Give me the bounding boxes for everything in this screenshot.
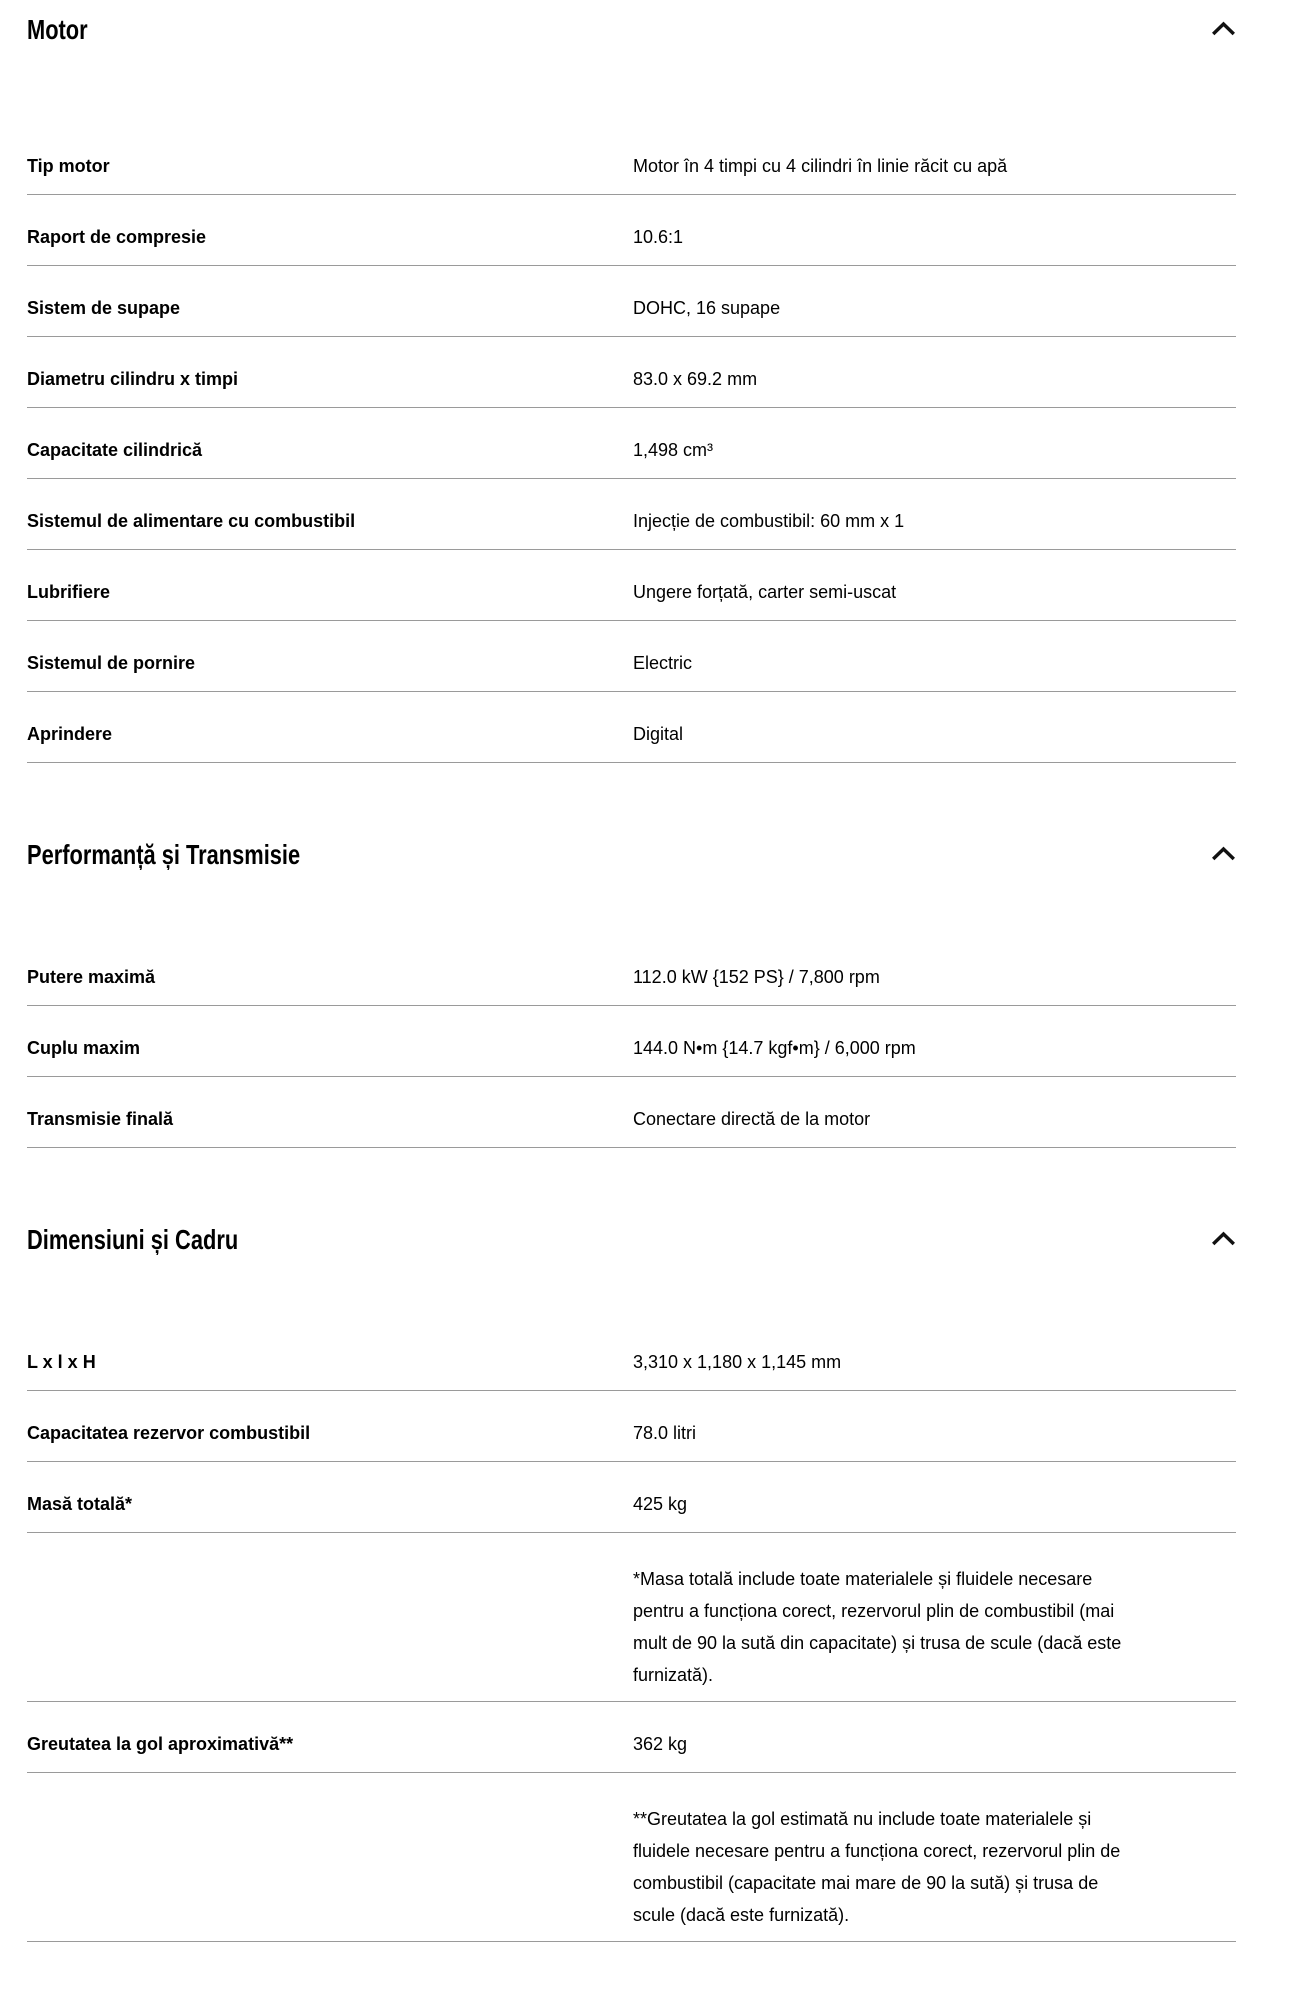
spec-label: L x l x H xyxy=(27,1352,96,1372)
spec-sections xyxy=(27,0,1236,1942)
spec-label: Greutatea la gol aproximativă** xyxy=(27,1734,294,1754)
spec-label: Lubrifiere xyxy=(27,582,111,602)
section-header[interactable] xyxy=(27,1224,1236,1256)
chevron-up-icon xyxy=(1211,21,1236,36)
spec-note: *Masa totală include toate materialele și fluidele necesare pentru a funcționa corect, rezervorul plin de combustibil (mai mult de 90 la sută din capacitate) și trusa de scule (dacă este furnizată). xyxy=(633,1569,1122,1685)
spec-value: Injecție de combustibil: 60 mm x 1 xyxy=(633,511,905,531)
spec-label: Transmisie finală xyxy=(27,1109,174,1129)
section-header[interactable] xyxy=(27,14,1236,46)
note-spacer xyxy=(27,1803,633,1931)
spec-note: **Greutatea la gol estimată nu include toate materialele și fluidele necesare pentru a funcționa corect, rezervorul plin de combustibil (capacitate mai mare de 90 la sută) și trusa de scule (dacă este furnizată). xyxy=(633,1809,1121,1925)
spec-row xyxy=(27,1702,1236,1773)
spec-row xyxy=(27,550,1236,621)
section-motor xyxy=(27,14,1236,763)
spec-row xyxy=(27,408,1236,479)
spec-value: Conectare directă de la motor xyxy=(633,1109,871,1129)
spec-label: Capacitate cilindrică xyxy=(27,440,203,460)
spec-row xyxy=(27,266,1236,337)
spec-row xyxy=(27,195,1236,266)
spec-row xyxy=(27,692,1236,763)
spec-row xyxy=(27,1006,1236,1077)
spec-label: Diametru cilindru x timpi xyxy=(27,369,239,389)
spec-label: Sistem de supape xyxy=(27,298,181,318)
spec-row xyxy=(27,935,1236,1006)
section-dimensiuni-si-cadru xyxy=(27,1224,1236,1942)
spec-row xyxy=(27,1391,1236,1462)
chevron-up-icon xyxy=(1211,846,1236,861)
section-body xyxy=(27,124,1236,763)
section-header[interactable] xyxy=(27,839,1236,871)
spec-value: 362 kg xyxy=(633,1734,688,1754)
spec-label: Putere maximă xyxy=(27,967,156,987)
section-title: Performanță și Transmisie xyxy=(27,839,301,870)
section-body xyxy=(27,935,1236,1148)
spec-label: Cuplu maxim xyxy=(27,1038,141,1058)
spec-label: Capacitatea rezervor combustibil xyxy=(27,1423,311,1443)
spec-value: Ungere forțată, carter semi-uscat xyxy=(633,582,897,602)
spec-label: Tip motor xyxy=(27,156,110,176)
spec-value: 83.0 x 69.2 mm xyxy=(633,369,758,389)
section-body xyxy=(27,1320,1236,1942)
spec-value: DOHC, 16 supape xyxy=(633,298,781,318)
spec-value: 144.0 N•m {14.7 kgf•m} / 6,000 rpm xyxy=(633,1038,916,1058)
note-spacer xyxy=(27,1563,633,1691)
spec-value: Electric xyxy=(633,653,693,673)
spec-label: Sistemul de alimentare cu combustibil xyxy=(27,511,356,531)
spec-row xyxy=(27,1077,1236,1148)
chevron-up-icon xyxy=(1211,1231,1236,1246)
section-title: Dimensiuni și Cadru xyxy=(27,1224,239,1255)
spec-row xyxy=(27,124,1236,195)
spec-value: 3,310 x 1,180 x 1,145 mm xyxy=(633,1352,842,1372)
spec-note-row xyxy=(27,1533,1236,1702)
spec-note-row xyxy=(27,1773,1236,1942)
spec-row xyxy=(27,479,1236,550)
spec-value: 78.0 litri xyxy=(633,1423,697,1443)
spec-row xyxy=(27,621,1236,692)
spec-label: Aprindere xyxy=(27,724,113,744)
spec-label: Sistemul de pornire xyxy=(27,653,196,673)
spec-label: Raport de compresie xyxy=(27,227,207,247)
section-collapse-button[interactable] xyxy=(1211,846,1236,861)
spec-row xyxy=(27,1320,1236,1391)
spec-value: 10.6:1 xyxy=(633,227,684,247)
spec-value: 1,498 cm³ xyxy=(633,440,714,460)
section-performanta-si-transmisie xyxy=(27,839,1236,1148)
spec-label: Masă totală* xyxy=(27,1494,133,1514)
section-title: Motor xyxy=(27,14,88,45)
section-collapse-button[interactable] xyxy=(1211,21,1236,36)
spec-value: 425 kg xyxy=(633,1494,688,1514)
spec-row xyxy=(27,1462,1236,1533)
spec-value: Digital xyxy=(633,724,684,744)
spec-value: Motor în 4 timpi cu 4 cilindri în linie răcit cu apă xyxy=(633,156,1008,176)
spec-value: 112.0 kW {152 PS} / 7,800 rpm xyxy=(633,967,880,987)
section-collapse-button[interactable] xyxy=(1211,1231,1236,1246)
spec-row xyxy=(27,337,1236,408)
